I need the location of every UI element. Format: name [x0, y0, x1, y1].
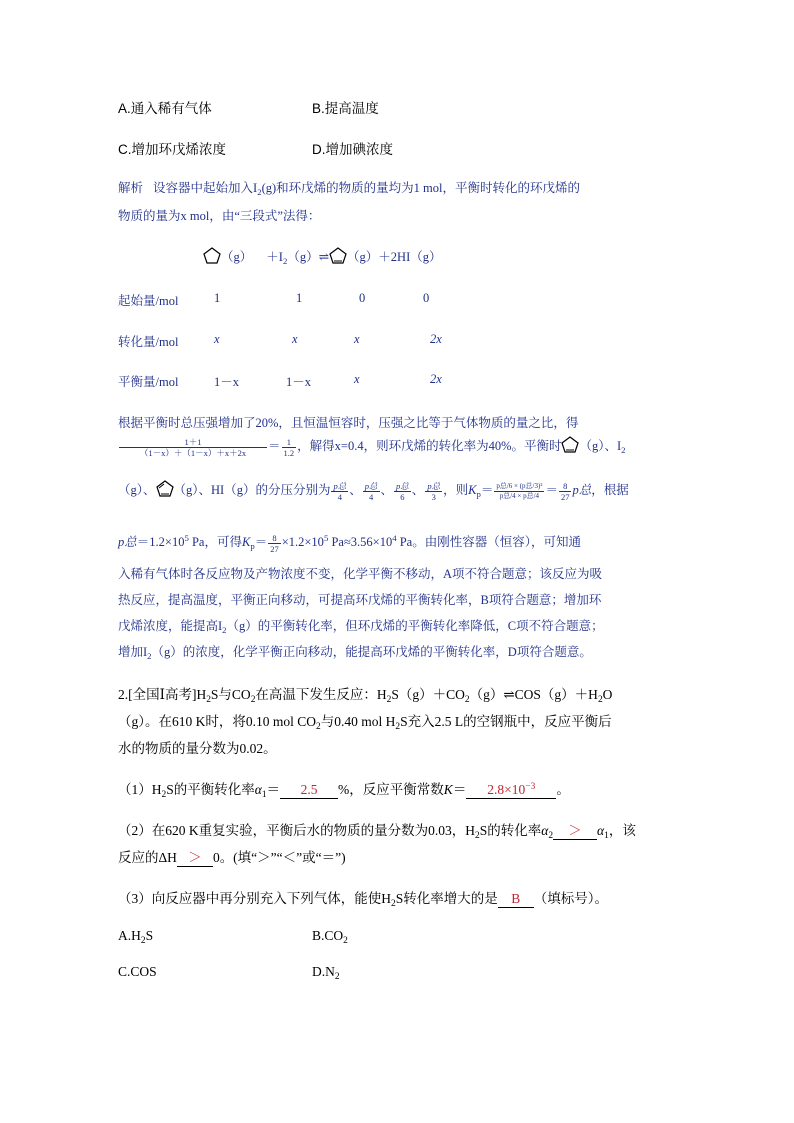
- row-change-1: x: [292, 332, 298, 346]
- subscript: 2: [475, 831, 480, 841]
- row-start-0: 1: [214, 291, 221, 305]
- partial-pressure-1: [331, 481, 348, 502]
- q2-stem-line-3: 水的物质的量分数为0.02。: [118, 741, 277, 756]
- analysis-intro-cont: (g)和环戊烯的物质的量均为1 mol，平衡时转化的环戊烯的: [261, 181, 580, 195]
- alpha-symbol: α: [597, 823, 605, 838]
- row-change-3: 2x: [430, 332, 442, 346]
- pz: p总: [572, 483, 592, 497]
- eq-i2: ＋I: [266, 250, 283, 264]
- row-change-0: x: [214, 332, 220, 346]
- line-b-end: （g）、I: [579, 439, 622, 453]
- p1-1: （1）H: [118, 782, 162, 797]
- line-d-2: Pa，可得: [188, 535, 242, 549]
- den3: 3: [431, 491, 436, 502]
- cyclopentadiene-icon: [156, 480, 174, 497]
- stem-3: 在高温下发生反应：H: [255, 687, 387, 702]
- subscript: 2: [343, 936, 348, 946]
- line-c-end: ，根据: [591, 483, 629, 497]
- subscript: 2: [548, 831, 554, 841]
- p3-2: S转化率增大的是: [395, 891, 498, 906]
- q2-option-b: [312, 928, 348, 944]
- q2-part-2: [118, 819, 636, 840]
- answer-blank-1: 2.5: [280, 782, 338, 799]
- analysis-line-1: [118, 178, 580, 196]
- analysis-line-h: [118, 642, 592, 660]
- kp-expression: $\frac{\text{p总/6 × (p总/3)²}}{\text{p总/4 × p总/4}}$: [496, 481, 543, 500]
- subscript: 2: [250, 695, 256, 705]
- stem-2: S与CO: [210, 687, 251, 702]
- q2-option-d: [312, 964, 340, 980]
- exp5: 5: [323, 533, 329, 543]
- option-a: A.通入稀有气体: [118, 101, 212, 116]
- line-d-5: Pa。由刚性容器（恒容），可知通: [396, 535, 581, 549]
- subscript: 2: [386, 695, 392, 705]
- partial-pressure-4: [425, 481, 442, 502]
- eq-g2: （g）＋2HI（g）: [347, 250, 442, 264]
- subscript: 2: [316, 722, 321, 732]
- den4: 4: [369, 491, 374, 502]
- p3-1: （3）向反应器中再分别充入下列气体，能使H: [118, 891, 391, 906]
- answer-blank-4: ＞: [177, 846, 213, 867]
- subscript: 2: [222, 625, 227, 635]
- answer-blank-2: [466, 782, 556, 799]
- row-label-start: 起始量/mol: [118, 294, 179, 308]
- den4: 4: [337, 491, 342, 502]
- subscript: 2: [395, 722, 401, 732]
- partial-pressure-3: [394, 481, 411, 502]
- subscript: 2: [140, 936, 146, 946]
- analysis-line-a: 根据平衡时总压强增加了20%，且恒温恒容时，压强之比等于气体物质的量之比，得: [118, 416, 579, 430]
- partial-pressure-2: [363, 481, 380, 502]
- pz: p总: [396, 480, 409, 491]
- pz: p总: [427, 480, 441, 491]
- opt-b: B.CO: [312, 928, 344, 943]
- q2-part-3: [118, 887, 608, 908]
- analysis-line-2: 物质的量为x mol，由“三段式”法得：: [118, 209, 321, 223]
- row-eq-2: x: [354, 372, 360, 386]
- subscript: 2: [464, 695, 470, 705]
- fraction-pressure: [119, 437, 267, 458]
- q2-part-1: [118, 778, 570, 799]
- p2-line2-2: 0。(填“＞”“＜”或“＝”): [212, 850, 346, 865]
- den6: 6: [400, 491, 405, 502]
- row-label-eq: 平衡量/mol: [118, 375, 179, 389]
- option-d: D.增加碘浓度: [312, 142, 393, 157]
- line-h-1: 增加I: [118, 645, 148, 659]
- ans2-exp: −3: [525, 782, 536, 792]
- line-c-1: （g）、: [118, 483, 156, 497]
- stem-6: O: [602, 687, 613, 702]
- kp-num: 8: [559, 481, 572, 492]
- eq-arrow: （g）⇌: [287, 250, 330, 264]
- kp-value: [559, 481, 572, 502]
- analysis-line-c: （g）、 （g）、HI（g）的分压分别为 $\frac{\text{p总}}{4}$ 、 $\frac{\text{p总}}{4}$ 、 $\frac{\text{p总}}{6}$ 、 $\frac{\text{p总}}{3}$ ，则$K_p=$ $\frac{\text{p总/6 × (p总/3)²}}{\text{p总/4 × p总/4}}$ ＝ $\frac{8}{27}$ p总，根据: [118, 480, 629, 502]
- p3-3: （填标号）。: [533, 891, 608, 906]
- line-b-text: ，解得x=0.4，则环戊烯的转化率为40%。平衡时: [297, 439, 562, 453]
- line-c-2: （g）、HI（g）的分压分别为: [173, 483, 331, 497]
- fraction-ratio: [282, 437, 297, 458]
- answer-blank-5: B: [498, 891, 534, 908]
- pz: p总: [118, 535, 137, 549]
- option-b: B.提高温度: [312, 101, 379, 116]
- kp-den: 27: [270, 543, 279, 554]
- kp-den: 27: [560, 491, 570, 502]
- p2-line2-1: 反应的ΔH: [118, 850, 177, 865]
- alpha-symbol: α: [254, 782, 262, 797]
- line-c-kp: ，则: [443, 483, 469, 497]
- p2-2: S的转化率: [479, 823, 542, 838]
- line-g-1: 戊烯浓度，能提高I: [118, 619, 223, 633]
- exp4: 4: [392, 533, 397, 543]
- p2-1: （2）在620 K重复实验，平衡后水的物质的量分数为0.03，H: [118, 823, 475, 838]
- line-g-2: （g）的平衡转化率，但环戊烯的平衡转化率降低，C项不符合题意；: [226, 619, 604, 633]
- subscript: 2: [206, 695, 211, 705]
- alpha-symbol: α: [541, 823, 549, 838]
- stem-5: （g）⇌COS（g）＋H: [469, 687, 598, 702]
- q2-part-2-line-2: [118, 846, 346, 867]
- cyclopentane-icon: [203, 247, 221, 264]
- stem-line2-3: S充入2.5 L的空钢瓶中，反应平衡后: [400, 714, 612, 729]
- option-c: C.增加环戊烯浓度: [118, 142, 226, 157]
- frac-num: 1＋1: [119, 437, 267, 448]
- subscript: 2: [257, 187, 262, 197]
- frac-rhs-den: 1.2: [283, 447, 295, 458]
- row-start-3: 0: [423, 291, 430, 305]
- subscript: 2: [391, 899, 396, 909]
- q2-stem-line-2: [118, 710, 612, 730]
- analysis-line-d: p总$=1.2\times 10^5$ Pa，可得$K_p=$ $\frac{8}{27}$ $\times 1.2\times 10^5$ $Pa\approx 3.56\times 10^4$ Pa。由刚性容器（恒容），可知通: [118, 532, 581, 554]
- kp-num: 8: [268, 533, 281, 544]
- ans2: 2.8×10: [487, 782, 526, 797]
- line-h-2: （g）的浓度，化学平衡正向移动，能提高环戊烯的平衡转化率，D项符合题意。: [151, 645, 592, 659]
- opt-a: A.H: [118, 928, 141, 943]
- subscript: 1: [604, 831, 609, 841]
- row-label-change: 转化量/mol: [118, 335, 179, 349]
- line-d-4: Pa≈3.56×10: [328, 535, 393, 549]
- row-eq-1: 1－x: [286, 375, 312, 389]
- kp-symbol: K: [468, 483, 477, 497]
- subscript: 2: [147, 651, 152, 661]
- cyclopentene-icon: [329, 247, 347, 264]
- q2-stem-line-1: [118, 683, 612, 703]
- p1-eq: ＝: [266, 782, 281, 797]
- p2-3: ，该: [608, 823, 636, 838]
- stem-1: 2.[全国Ⅰ高考]H: [118, 687, 207, 702]
- exp5: 5: [184, 533, 189, 543]
- line-d-3: ×1.2×10: [281, 535, 324, 549]
- analysis-line-g: [118, 616, 604, 634]
- kp-value: [268, 533, 281, 554]
- eq-g1: （g）: [221, 250, 253, 264]
- subscript: 2: [161, 790, 167, 800]
- stem-line2-1: （g）。在610 K时，将0.10 mol CO: [118, 714, 317, 729]
- p1-eq: ＝: [452, 782, 467, 797]
- q2-option-c: C.COS: [118, 964, 157, 979]
- line-d: ＝1.2×10: [136, 535, 185, 549]
- pz: p总: [333, 480, 347, 491]
- frac-rhs: 1: [282, 437, 297, 448]
- subscript: 2: [621, 445, 626, 455]
- row-start-1: 1: [296, 291, 303, 305]
- opt-a2: S: [145, 928, 154, 943]
- answer-blank-3: ＞: [553, 819, 597, 840]
- analysis-line-b: $\frac{1+1}{(1-x)+(1-x)+x+2x}$ ＝ $\frac{1}{1.2}$ ，解得x=0.4，则环戊烯的转化率为40%。平衡时 （g）、$I_2$: [118, 436, 626, 458]
- reaction-equation: [203, 247, 442, 265]
- analysis-head: 解析: [118, 181, 144, 195]
- p1-end: 。: [556, 782, 570, 797]
- subscript: 1: [261, 790, 267, 800]
- analysis-line-f: 热反应，提高温度，平衡正向移动，可提高环戊烯的平衡转化率，B项符合题意；增加环: [118, 593, 602, 607]
- row-eq-3: 2x: [430, 372, 442, 386]
- opt-d: D.N: [312, 964, 335, 979]
- row-start-2: 0: [359, 291, 366, 305]
- k-symbol: K: [443, 782, 453, 797]
- row-change-2: x: [354, 332, 360, 346]
- subscript: 2: [597, 695, 603, 705]
- subscript: 2: [282, 256, 288, 266]
- p1-2: S的平衡转化率: [166, 782, 255, 797]
- kp-symbol: K: [241, 535, 251, 549]
- row-eq-0: 1－x: [214, 375, 240, 389]
- stem-line2-2: 与0.40 mol H: [320, 714, 396, 729]
- stem-4: S（g）＋CO: [391, 687, 465, 702]
- analysis-intro: 设容器中起始加入I: [153, 181, 258, 195]
- subscript: 2: [334, 972, 340, 982]
- p1-3: %，反应平衡常数: [338, 782, 444, 797]
- analysis-line-e: 入稀有气体时各反应物及产物浓度不变，化学平衡不移动，A项不符合题意；该反应为吸: [118, 567, 603, 581]
- pz: p总: [364, 480, 378, 491]
- frac-den: （1－x）＋（1－x）＋x＋2x: [139, 447, 247, 458]
- cyclopentene-icon: [561, 436, 579, 453]
- q2-option-a: [118, 928, 153, 944]
